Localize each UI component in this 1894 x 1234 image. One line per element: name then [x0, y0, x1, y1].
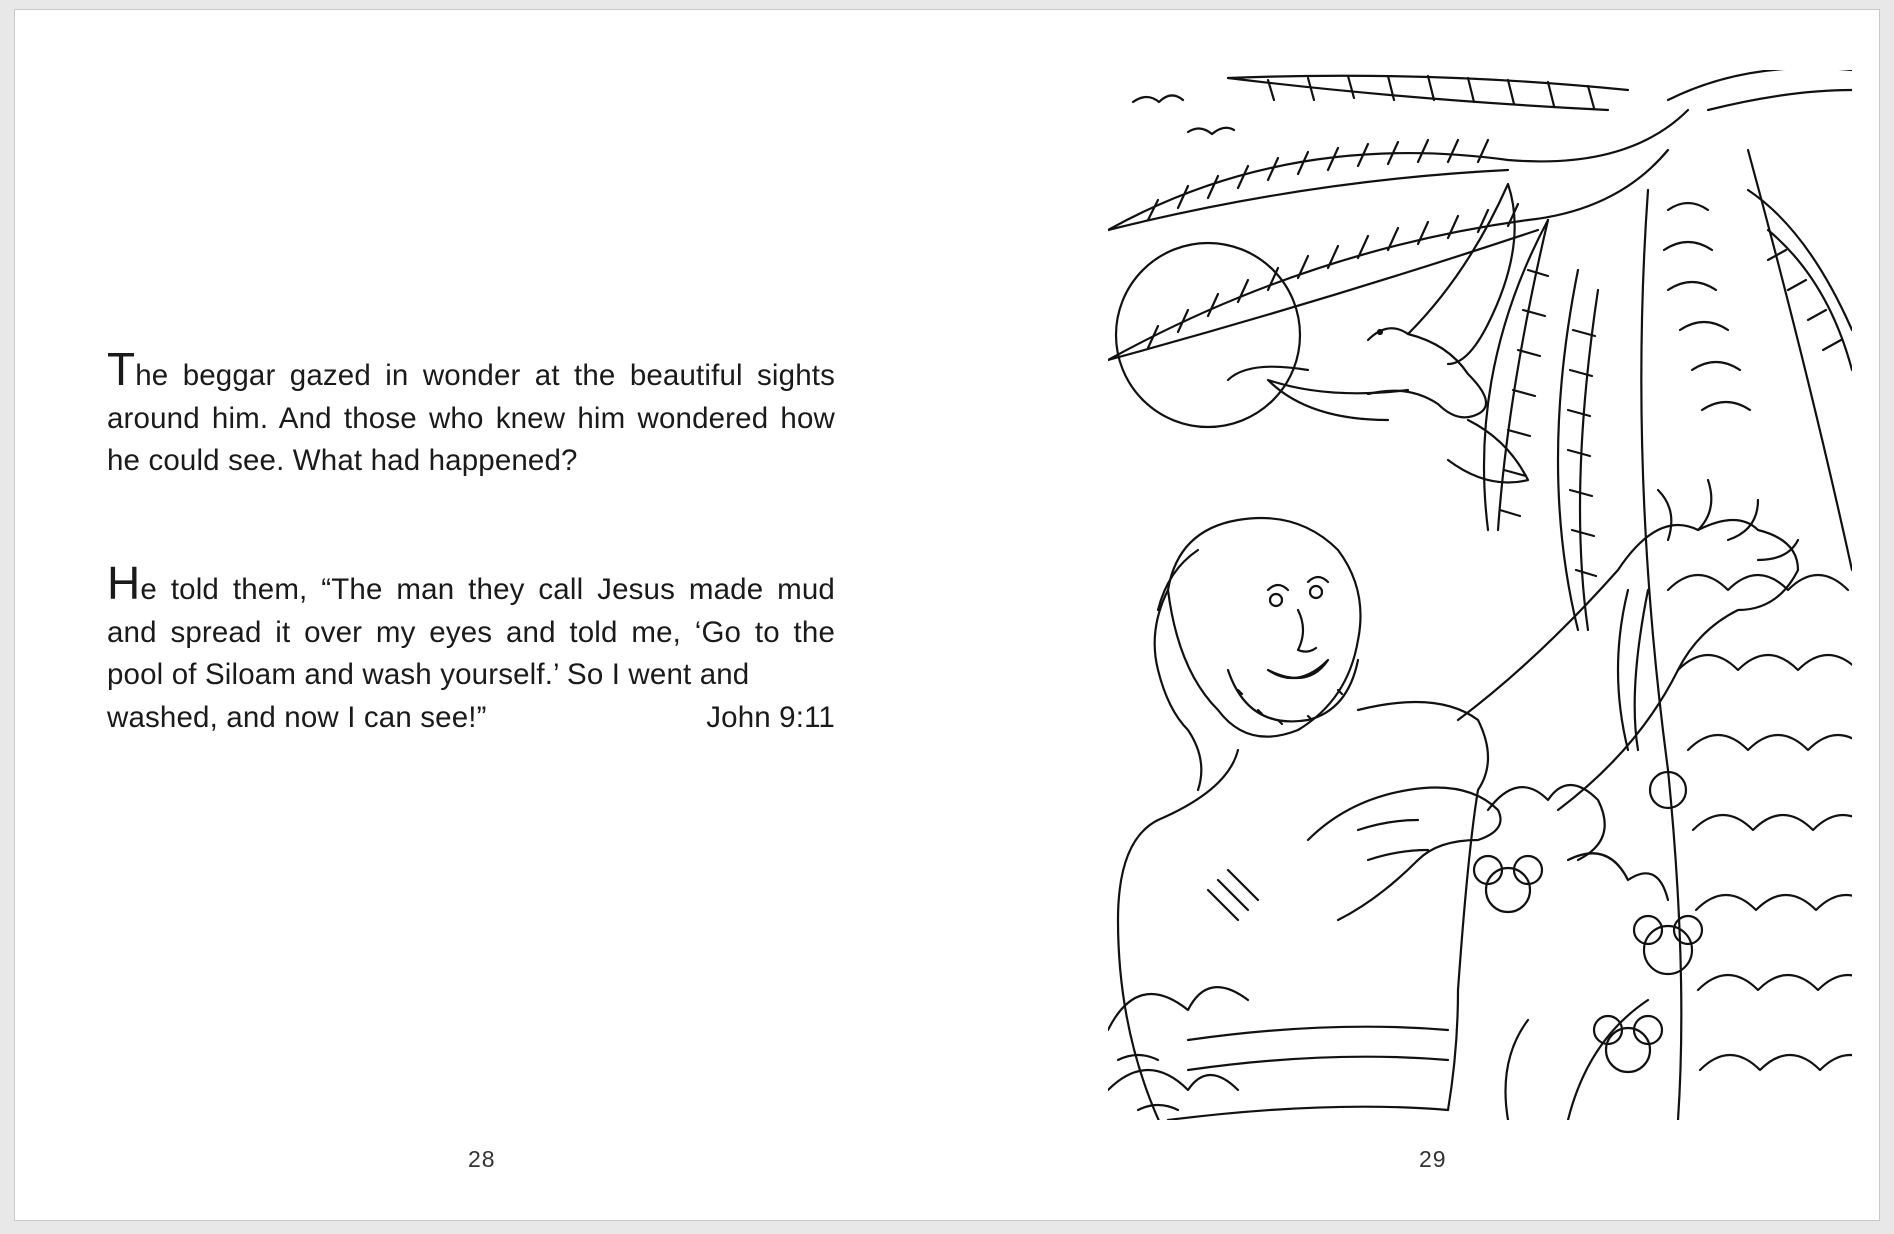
book-spread: [14, 9, 1880, 1221]
paragraph-last-line: [107, 697, 835, 740]
scripture-reference: John 9:11: [706, 700, 835, 734]
illustration-man-palm-tree: [1108, 70, 1852, 1120]
dove-icon: [1228, 184, 1528, 483]
paragraph-text: he beggar gazed in wonder at the beautiful sights around him. And those who knew him wondered how he could see. What had happened?: [107, 359, 835, 477]
paragraph-beggar-wonder: [107, 343, 835, 483]
paragraph-beggar-testimony: [107, 557, 835, 739]
sun-icon: [1116, 243, 1300, 427]
bird-icon: [1133, 95, 1183, 102]
dropcap-letter: H: [107, 557, 141, 609]
bird-icon: [1188, 128, 1234, 134]
paragraph-last-line-text: washed, and now I can see!”: [107, 700, 487, 734]
page-number-left: 28: [468, 1146, 496, 1172]
right-page: [948, 10, 1881, 1220]
line-art-svg: [1108, 70, 1852, 1120]
palm-fronds: [1108, 70, 1852, 750]
dropcap-letter: T: [107, 343, 136, 395]
page-number-right: 29: [1419, 1146, 1447, 1172]
paragraph-text: e told them, “The man they call Jesus made mud and spread it over my eyes and told me, ‘Go to the pool of Siloam and wash yourself.’ So I went and: [107, 573, 835, 691]
left-page: [15, 10, 948, 1220]
